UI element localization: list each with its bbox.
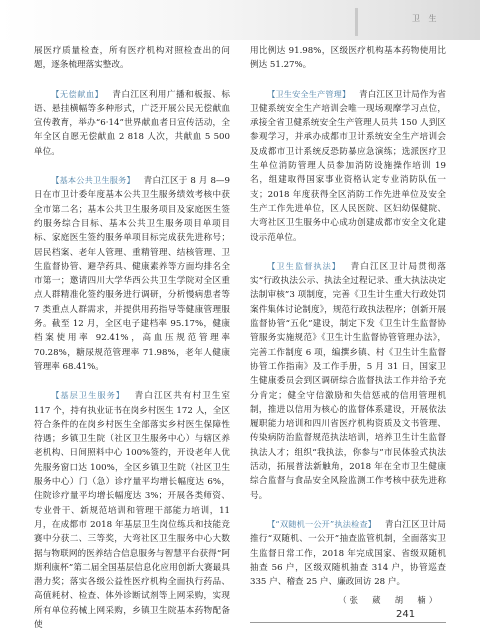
heading-public-health: 【基本公共卫生服务】 [51,175,135,186]
text-safety-management: 青白江区卫计局作为省卫健系统安全生产培训会唯一现场观摩学习点位，承接全省卫健系统安全生产管理人员共 150 人到区参观学习，并承办成都市卫计系统安全生产培训会及成都市卫计系统反恐防暴应急演练；选派医疗卫生单位消防管理人员参加消防设施操作培训 19 名，组建取得国家事业资格认定专业消防队伍一支；2018 年度获得全区消防工作先进单位及安全生产工作先进单位，区人民医院、区妇幼保健院、大弯社区卫生服务中心成功创建成都市安全文化建设示范单位。 [250,89,446,243]
text-primary-care: 青白江区共有村卫生室 117 个，持有执业证书在岗乡村医生 172 人，全区符合条件的在岗乡村医生全部落实乡村医生保障性待遇；乡镇卫生院（社区卫生服务中心）与辖区养老机构、日间照料中心 100%签约，开设老年人优先服务窗口达 100%，全区乡镇卫生院（社区卫生服务中心）门（急）诊疗量平均增长幅度达 6%，住院诊疗量平均增长幅度达 3%；开展各类师资、专业骨干、新规范培训和管理干部能力培训，11 月，在成都市 2018 年基层卫生岗位练兵和技能竞赛中分获二、三等奖，大弯社区卫生服务中心大数据与物联网的医养结合信息服务与智慧平台获得“阿斯利康杯”第二届全国基层信息化应用创新大赛最具潜力奖；落实各级公益性医疗机构全面执行药品、高值耗材、检查、体外诊断试剂等上网采购，实现所有单位药械上网采购，乡镇卫生院基本药物配备使 [34,391,230,630]
author-credit: （张 葳 胡 楠） [338,595,440,606]
heading-blood-donation: 【无偿献血】 [51,88,104,99]
footer-rule [250,622,446,623]
heading-safety-management: 【卫生安全生产管理】 [267,88,351,99]
text-blood-donation: 青白江区利用广播和板报、标语、悬挂横幅等多种形式，广泛开展公民无偿献血宣传教育，举办“6·14”世界献血者日宣传活动，全年全区自愿无偿献血 2 818 人次，共献血 5 500 单位。 [34,89,230,157]
heading-primary-care: 【基层卫生服务】 [51,390,126,401]
text-health-supervision: 青白江区卫计局贯彻落实“行政执法公示、执法全过程记录、重大执法决定法制审核”3 项制度，完善《卫生计生重大行政处罚案件集体讨论制度》，规范行政执法程序；创新开展监督协管“五化”建设，制定下发《卫生计生监督协管服务实施规范》《卫生计生监督协管管理办法》，完善工作制度 6 项，编撰乡镇、村《卫生计生监督协管工作指南》及工作手册，5 月 31 日，国家卫生健康委员会到区调研综合监督执法工作并给予充分肯定；健全守信激励和失信惩戒的信用管理机制，推进以信用为核心的监督体系建设，开展依法履职能力培训和四川省医疗机构资质及文书管理、传染病防治监督规范执法培训，培养卫生计生监督执法人才；组织“我执法，你参与”市民体验式执法活动，拓展普法新触角，2018 年在全市卫生健康综合监督与食品安全风险监测工作考核中获先进称号。 [250,261,446,501]
paragraph-primary-care [34,388,230,632]
paragraph-blood-donation [34,87,230,159]
left-intro-paragraph: 展医疗质量检查，所有医疗机构对照检查出的问题，逐条梳理落实整改。 [34,46,230,71]
header-divider [355,8,358,36]
right-column [250,44,446,608]
paragraph-safety-management [250,87,446,245]
section-tag: 卫 生 [412,14,440,23]
heading-random-inspection: 【“双随机一公开”执法检查】 [267,518,377,529]
paragraph-health-supervision [250,259,446,503]
left-column [34,44,230,632]
text-public-health: 青白江区于 8 月 8—9 日在市卫计委年度基本公共卫生服务绩效考核中获全市第二名；基本公共卫生服务项目及家庭医生签约服务综合目标、基本公共卫生服务项目单项目标、家庭医生签约服务单项目标完成获先进称号；居民档案、老年人管理、重精管理、结核管理、卫生监督协管、避孕药具、健康素养等方面均排名全市第一；邀请四川大学华西公共卫生学院对全区重点人群精准化签约服务进行调研，分析慢病患者等 7 类重点人群需求，并提供用药指导等健康管理服务。截至 12 月，全区电子建档率 95.17%，健康档案使用率 92.41%，高血压规范管理率 70.28%，糖尿规范管理率 71.98%，老年人健康管理率 68.41%。 [34,176,230,372]
paragraph-public-health [34,173,230,374]
paragraph-random-inspection [250,517,446,589]
page-number: 241 [396,609,416,620]
header-band [0,0,480,40]
heading-health-supervision: 【卫生监督执法】 [267,260,342,271]
text-random-inspection: 青白江区卫计局推行“双随机、一公开”抽查监管机制，全面落实卫生监督日常工作，2018 年完成国家、省级双随机抽查 56 户，区级双随机抽查 314 户，协管巡查 335 户、稽查 25 户、廉政回访 28 户。 [250,519,446,588]
right-intro-paragraph: 用比例达 91.98%，区级医疗机构基本药物使用比例达 51.27%。 [250,46,446,71]
